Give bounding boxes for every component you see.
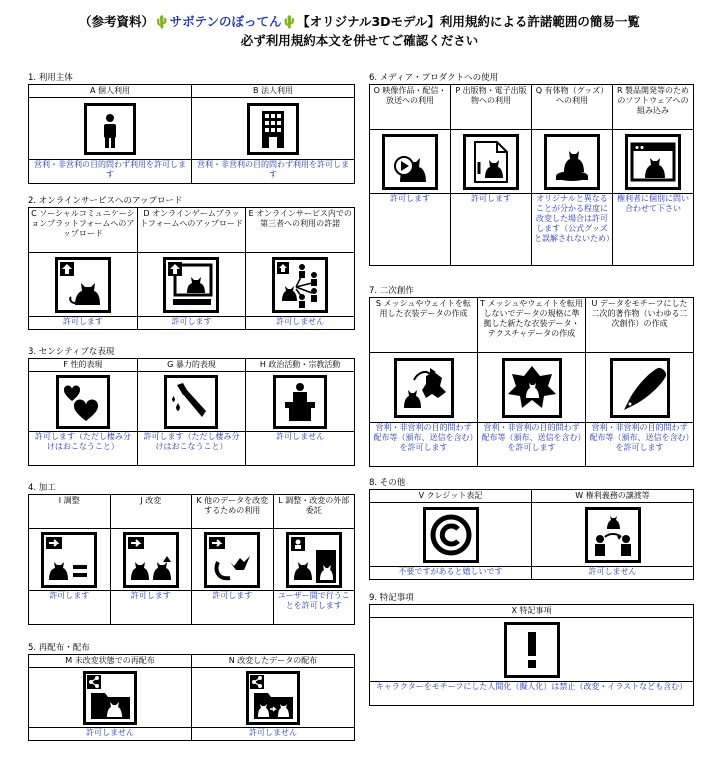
publication-icon — [463, 134, 519, 190]
item-permission: 許可しません — [29, 728, 192, 741]
section-media-products — [369, 72, 694, 266]
upload-social-icon — [55, 257, 111, 313]
item-permission: 営利・非営利の目的問わず利用を許可します — [29, 160, 192, 184]
item-icon-cell — [29, 668, 192, 728]
item-label: G 暴力的表現 — [137, 359, 246, 372]
item-icon-cell — [137, 372, 246, 432]
item-permission: 許可しません — [246, 432, 355, 466]
permission-table — [369, 297, 694, 467]
item-icon-cell — [246, 253, 355, 317]
item-label: N 改変したデータの配布 — [192, 655, 355, 668]
reuse-icon — [204, 532, 260, 588]
item-label: M 未改変状態での再配布 — [29, 655, 192, 668]
pen-icon — [610, 358, 670, 418]
permission-table — [28, 358, 355, 466]
item-label: S メッシュやウェイトを転用した衣装データの作成 — [370, 298, 478, 353]
item-permission: 許可します（ただし棲み分けはおこなうこと） — [29, 432, 138, 466]
modify-icon — [123, 532, 179, 588]
item-icon-cell — [29, 253, 138, 317]
item-icon-cell — [110, 529, 192, 591]
new-costume-icon — [502, 358, 562, 418]
section-title: 6. メディア・プロダクトへの使用 — [369, 73, 499, 83]
item-icon-cell — [192, 529, 274, 591]
network-icon — [272, 257, 328, 313]
item-permission: 営利・非営利の目的問わず配布等（頒布、送信を含む）を許可します — [370, 423, 478, 467]
cactus-icon: 🌵 — [154, 14, 170, 29]
item-label: P 出版物・電子出版物への利用 — [451, 85, 532, 130]
knife-icon — [164, 375, 218, 429]
podium-icon — [273, 375, 327, 429]
section-title: 4. 加工 — [28, 483, 56, 493]
item-label: D オンラインゲームプラットフォームへのアップロード — [137, 208, 246, 253]
item-icon-cell — [370, 353, 478, 423]
item-icon-cell — [29, 372, 138, 432]
section-redistribution — [28, 642, 355, 741]
cactus-icon: 🌵 — [281, 14, 298, 29]
item-label: V クレジット表記 — [370, 490, 532, 503]
item-label: H 政治活動・宗教活動 — [246, 359, 355, 372]
item-icon-cell — [192, 98, 355, 160]
copyright-icon — [423, 507, 479, 563]
software-icon — [625, 134, 681, 190]
item-label: E オンラインサービス内での第三者への利用の許諾 — [246, 208, 355, 253]
item-icon-cell — [370, 503, 532, 567]
section-other — [369, 477, 694, 580]
redistribute-icon — [83, 671, 137, 725]
item-permission: キャラクターをモチーフにした人間化（擬人化）は禁止（改変・イラストなども含む） — [370, 682, 694, 706]
section-sensitive — [28, 346, 355, 466]
permission-table — [28, 207, 355, 330]
section-derivative — [369, 285, 694, 467]
item-permission: 許可します — [29, 317, 138, 330]
item-label: Q 有体物（グッズ）への利用 — [532, 85, 613, 130]
item-permission: 許可します — [451, 194, 532, 266]
brand-name: サボテンのぼってん — [169, 14, 282, 29]
item-label: L 調整・改変の外部委託 — [273, 495, 355, 529]
video-icon — [382, 134, 438, 190]
item-icon-cell — [586, 353, 694, 423]
exclamation-icon — [504, 622, 560, 678]
item-icon-cell — [532, 503, 694, 567]
permission-table — [28, 494, 355, 625]
costume-transfer-icon — [394, 358, 454, 418]
item-permission: 許可します — [370, 194, 451, 266]
item-icon-cell — [613, 130, 694, 194]
section-title: 1. 利用主体 — [28, 73, 73, 83]
transfer-icon — [585, 507, 641, 563]
section-title: 7. 二次創作 — [369, 286, 414, 296]
item-icon-cell — [246, 372, 355, 432]
item-label: X 特記事項 — [370, 605, 694, 618]
header-prefix: （参考資料） — [79, 14, 155, 29]
header-title: 【オリジナル3Dモデル】利用規約による許諾範囲の簡易一覧 — [297, 14, 640, 29]
permission-table — [369, 604, 694, 706]
item-label: O 映像作品・配信・放送への利用 — [370, 85, 451, 130]
hearts-icon — [56, 375, 110, 429]
item-permission: 許可しません — [532, 567, 694, 580]
item-label: B 法人利用 — [192, 85, 355, 98]
item-label: F 性的表現 — [29, 359, 138, 372]
item-icon-cell — [370, 130, 451, 194]
page-subtitle: 必ず利用規約本文を併せてご確認ください — [240, 33, 479, 48]
item-label: I 調整 — [29, 495, 111, 529]
item-permission: ユーザー間で行うことを許可します — [273, 591, 355, 625]
item-icon-cell — [29, 98, 192, 160]
item-icon-cell — [451, 130, 532, 194]
building-icon — [247, 103, 299, 155]
section-title: 8. その他 — [369, 478, 406, 488]
page-header — [0, 12, 719, 30]
item-label: W 権利義務の譲渡等 — [532, 490, 694, 503]
item-icon-cell — [273, 529, 355, 591]
item-label: K 他のデータを改変するための利用 — [192, 495, 274, 529]
item-label: U データをモチーフにした二次的著作物（いわゆる二次創作）の作成 — [586, 298, 694, 353]
item-permission: 許可しません — [246, 317, 355, 330]
item-icon-cell — [478, 353, 586, 423]
item-permission: 許可しません — [192, 728, 355, 741]
item-icon-cell — [532, 130, 613, 194]
section-usage-entity — [28, 72, 355, 184]
section-title: 2. オンラインサービスへのアップロード — [28, 196, 183, 206]
figure-icon — [544, 134, 600, 190]
section-title: 5. 再配布・配布 — [28, 643, 90, 653]
item-permission: 許可します — [192, 591, 274, 625]
item-permission: 不要ですがあると嬉しいです — [370, 567, 532, 580]
section-title: 3. センシティブな表現 — [28, 347, 115, 357]
section-online-upload — [28, 195, 355, 330]
section-processing — [28, 482, 355, 625]
item-permission: 営利・非営利の目的問わず配布等（頒布、送信を含む）を許可します — [478, 423, 586, 467]
permission-table — [28, 84, 355, 184]
item-icon-cell — [29, 529, 111, 591]
adjust-icon — [41, 532, 97, 588]
item-permission: 営利・非営利の目的問わず利用を許可します — [192, 160, 355, 184]
item-permission: 許可します — [110, 591, 192, 625]
person-icon — [84, 103, 136, 155]
item-label: T メッシュやウェイトを転用しないでデータの規格に準拠した新たな衣装データ・テクスチャデータの作成 — [478, 298, 586, 353]
item-permission: 許可します — [29, 591, 111, 625]
item-icon-cell — [137, 253, 246, 317]
item-permission: 営利・非営利の目的問わず配布等（頒布、送信を含む）を許可します — [586, 423, 694, 467]
upload-game-icon — [163, 257, 219, 313]
item-label: A 個人利用 — [29, 85, 192, 98]
item-permission: 権利者に個別に問い合わせて下さい — [613, 194, 694, 266]
permission-table — [369, 489, 694, 580]
section-special-notes — [369, 592, 694, 706]
outsource-icon — [286, 532, 342, 588]
section-title: 9. 特記事項 — [369, 593, 414, 603]
item-permission: 許可します — [137, 317, 246, 330]
item-icon-cell — [370, 618, 694, 682]
item-label: J 改変 — [110, 495, 192, 529]
item-label: C ソーシャルコミュニケーションプラットフォームへのアップロード — [29, 208, 138, 253]
item-label: R 製品開発等のためのソフトウェアへの組み込み — [613, 85, 694, 130]
permission-table — [369, 84, 694, 266]
item-icon-cell — [192, 668, 355, 728]
item-permission: オリジナルと異なることが分かる程度に改変した場合は許可します（公式グッズと誤解されないため） — [532, 194, 613, 266]
distribute-modified-icon — [246, 671, 300, 725]
item-permission: 許可します（ただし棲み分けはおこなうこと） — [137, 432, 246, 466]
permission-table — [28, 654, 355, 741]
